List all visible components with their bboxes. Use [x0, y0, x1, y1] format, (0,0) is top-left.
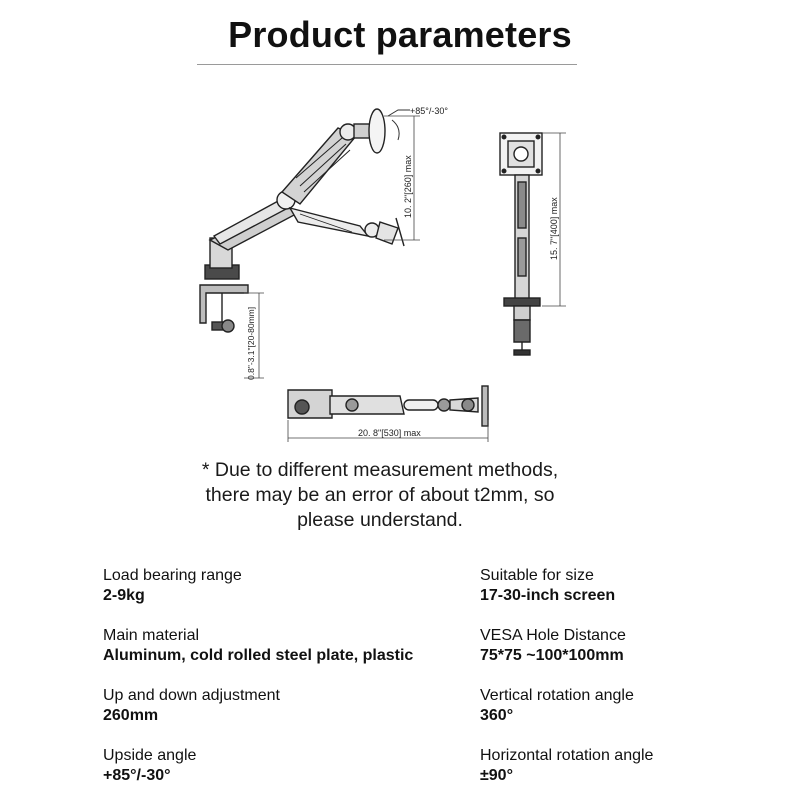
spec-value: Aluminum, cold rolled steel plate, plastic [103, 647, 414, 664]
measurement-note [0, 458, 760, 533]
total-height-label: 15. 7"[400] max [549, 197, 559, 260]
front-view [500, 133, 542, 355]
tilt-angle-label: +85°/-30° [410, 106, 448, 116]
spec-value: 75*75 ~100*100mm [480, 647, 624, 664]
spec-label: Vertical rotation angle [480, 687, 634, 704]
spec-upside-angle [103, 746, 196, 786]
spec-label: Load bearing range [103, 567, 242, 584]
spec-material [103, 626, 413, 666]
spec-label: Upside angle [103, 747, 197, 764]
spec-label: Up and down adjustment [103, 687, 280, 704]
note-line: * Due to different measurement methods, [201, 459, 559, 481]
clamp-range-label: 0.8"-3.1"[20-80mm] [246, 306, 256, 380]
spec-value: +85°/-30° [103, 767, 171, 784]
height-adjust-label: 10. 2"[260] max [403, 155, 413, 218]
spec-label: Horizontal rotation angle [480, 747, 654, 764]
spec-label: Main material [103, 627, 200, 644]
spec-label: VESA Hole Distance [480, 627, 626, 644]
spec-screen-size [480, 566, 615, 606]
note-line: there may be an error of about t2mm, so [205, 484, 555, 506]
spec-up-down [103, 686, 280, 726]
tilt-indicator [388, 110, 410, 140]
spec-value: 17-30-inch screen [480, 587, 616, 604]
arm-length-label: 20. 8"[530] max [358, 428, 421, 438]
spec-label: Suitable for size [480, 567, 594, 584]
spec-vesa [480, 626, 626, 666]
top-view [288, 386, 488, 426]
spec-load-bearing [103, 566, 242, 606]
side-view [200, 109, 404, 332]
spec-value: 360° [480, 707, 514, 724]
spec-value: 2-9kg [103, 587, 145, 604]
page-title: Product parameters [228, 14, 572, 55]
spec-horizontal-rotation [480, 746, 653, 786]
spec-value: ±90° [480, 767, 513, 784]
spec-vertical-rotation [480, 686, 634, 726]
height-dimension [384, 116, 420, 240]
note-line: please understand. [297, 509, 463, 531]
spec-value: 260mm [103, 707, 159, 724]
